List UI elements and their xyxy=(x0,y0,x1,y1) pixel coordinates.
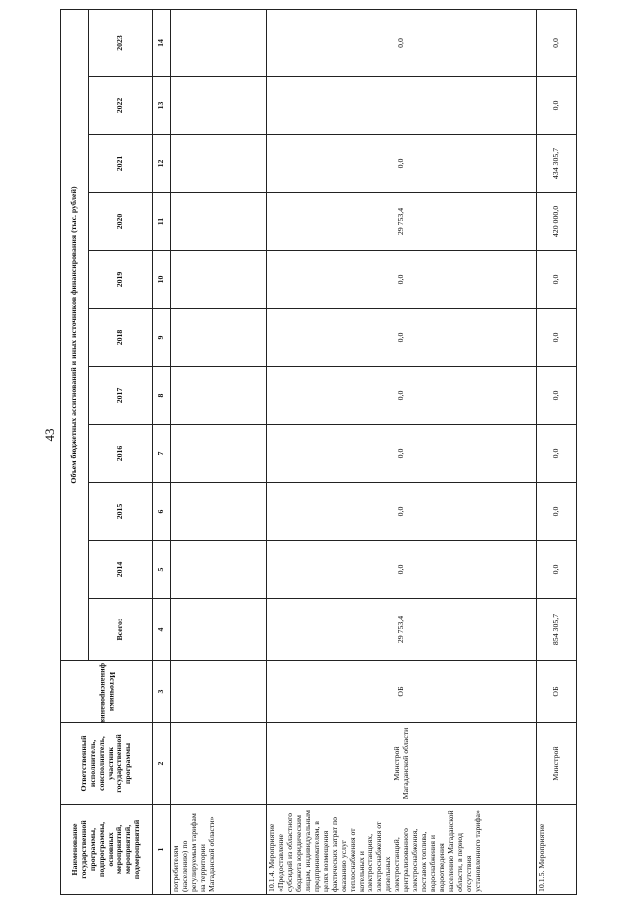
index-cell: 3 xyxy=(153,661,171,723)
value-cell xyxy=(171,309,267,367)
value-cell: 0,0 xyxy=(267,309,537,367)
index-cell: 11 xyxy=(153,193,171,251)
value-cell: 0,0 xyxy=(537,541,577,599)
rotated-table-wrapper xyxy=(60,10,580,895)
row-name: 10.1.5. Мероприятие xyxy=(537,805,577,895)
header-year: 2021 xyxy=(89,135,153,193)
value-cell xyxy=(171,367,267,425)
page-number: 43 xyxy=(42,428,57,442)
value-cell: 0,0 xyxy=(537,9,577,76)
value-cell: 0,0 xyxy=(537,251,577,309)
financing-table xyxy=(60,9,577,895)
header-program-name: Наименование государственной программы, подпрограммы, основных мероприятий, мероприятий, подмероприятий xyxy=(61,805,153,895)
value-cell xyxy=(171,135,267,193)
row-source: ОБ xyxy=(537,661,577,723)
index-cell: 10 xyxy=(153,251,171,309)
value-cell: 29 753,4 xyxy=(267,599,537,661)
header-source xyxy=(61,661,153,723)
header-year: 2016 xyxy=(89,425,153,483)
value-cell xyxy=(171,251,267,309)
value-cell xyxy=(171,193,267,251)
header-year: 2018 xyxy=(89,309,153,367)
value-cell xyxy=(267,77,537,135)
value-cell: 0,0 xyxy=(537,77,577,135)
header-year: 2015 xyxy=(89,483,153,541)
index-cell: 2 xyxy=(153,723,171,805)
value-cell xyxy=(171,599,267,661)
index-cell: 8 xyxy=(153,367,171,425)
value-cell xyxy=(171,483,267,541)
value-cell xyxy=(171,77,267,135)
value-cell: 0,0 xyxy=(267,367,537,425)
row-source xyxy=(171,661,267,723)
value-cell: 0,0 xyxy=(537,483,577,541)
row-source: ОБ xyxy=(267,661,537,723)
header-year: 2020 xyxy=(89,193,153,251)
header-year: 2017 xyxy=(89,367,153,425)
value-cell xyxy=(171,541,267,599)
index-cell: 13 xyxy=(153,77,171,135)
table-row xyxy=(171,9,267,894)
row-executor: Минстрой xyxy=(537,723,577,805)
index-cell: 9 xyxy=(153,309,171,367)
index-cell: 14 xyxy=(153,9,171,76)
row-executor xyxy=(171,723,267,805)
value-cell: 0,0 xyxy=(537,367,577,425)
index-cell: 7 xyxy=(153,425,171,483)
value-cell: 0,0 xyxy=(267,541,537,599)
value-cell: 434 305,7 xyxy=(537,135,577,193)
header-year: 2019 xyxy=(89,251,153,309)
index-cell: 1 xyxy=(153,805,171,895)
value-cell: 0,0 xyxy=(267,251,537,309)
header-year: 2022 xyxy=(89,77,153,135)
index-cell: 6 xyxy=(153,483,171,541)
header-financing-group: Объем бюджетных ассигнований и иных источников финансирования (тыс. рублей) xyxy=(61,9,89,660)
table-row xyxy=(267,9,537,894)
header-source-text: Источники финансирования xyxy=(98,663,117,724)
value-cell: 0,0 xyxy=(267,135,537,193)
row-name: 10.1.4. Мероприятие «Предоставление субсидий из областного бюджета юридическим лицам, индивидуальным предпринимателям, в целях возмещения фактических затрат по оказанию услуг теплоснабжения от котельных и электростанциях, электроснабжения от дизельных электростанций, централизованного электроснабжения, поставок топлива, водоснабжения и водоотведения населению Магаданской области, в период отсутствия установленного тарифа» xyxy=(267,805,537,895)
header-executor: Ответственный исполнитель, соисполнитель, участник государственной программы xyxy=(61,723,153,805)
value-cell: 0,0 xyxy=(267,483,537,541)
table-row xyxy=(537,9,577,894)
index-cell: 4 xyxy=(153,599,171,661)
header-total: Всего: xyxy=(89,599,153,661)
value-cell: 0,0 xyxy=(537,425,577,483)
value-cell: 0,0 xyxy=(537,309,577,367)
value-cell: 0,0 xyxy=(267,9,537,76)
value-cell xyxy=(171,425,267,483)
value-cell: 29 753,4 xyxy=(267,193,537,251)
index-cell: 5 xyxy=(153,541,171,599)
value-cell: 0,0 xyxy=(267,425,537,483)
value-cell: 420 000,0 xyxy=(537,193,577,251)
value-cell xyxy=(171,9,267,76)
value-cell: 854 305,7 xyxy=(537,599,577,661)
header-year: 2014 xyxy=(89,541,153,599)
header-year: 2023 xyxy=(89,9,153,76)
row-name: потребителям (населению) по регулируемым тарифам на территории Магаданской области» xyxy=(171,805,267,895)
row-executor: Минстрой Магаданской области xyxy=(267,723,537,805)
index-cell: 12 xyxy=(153,135,171,193)
